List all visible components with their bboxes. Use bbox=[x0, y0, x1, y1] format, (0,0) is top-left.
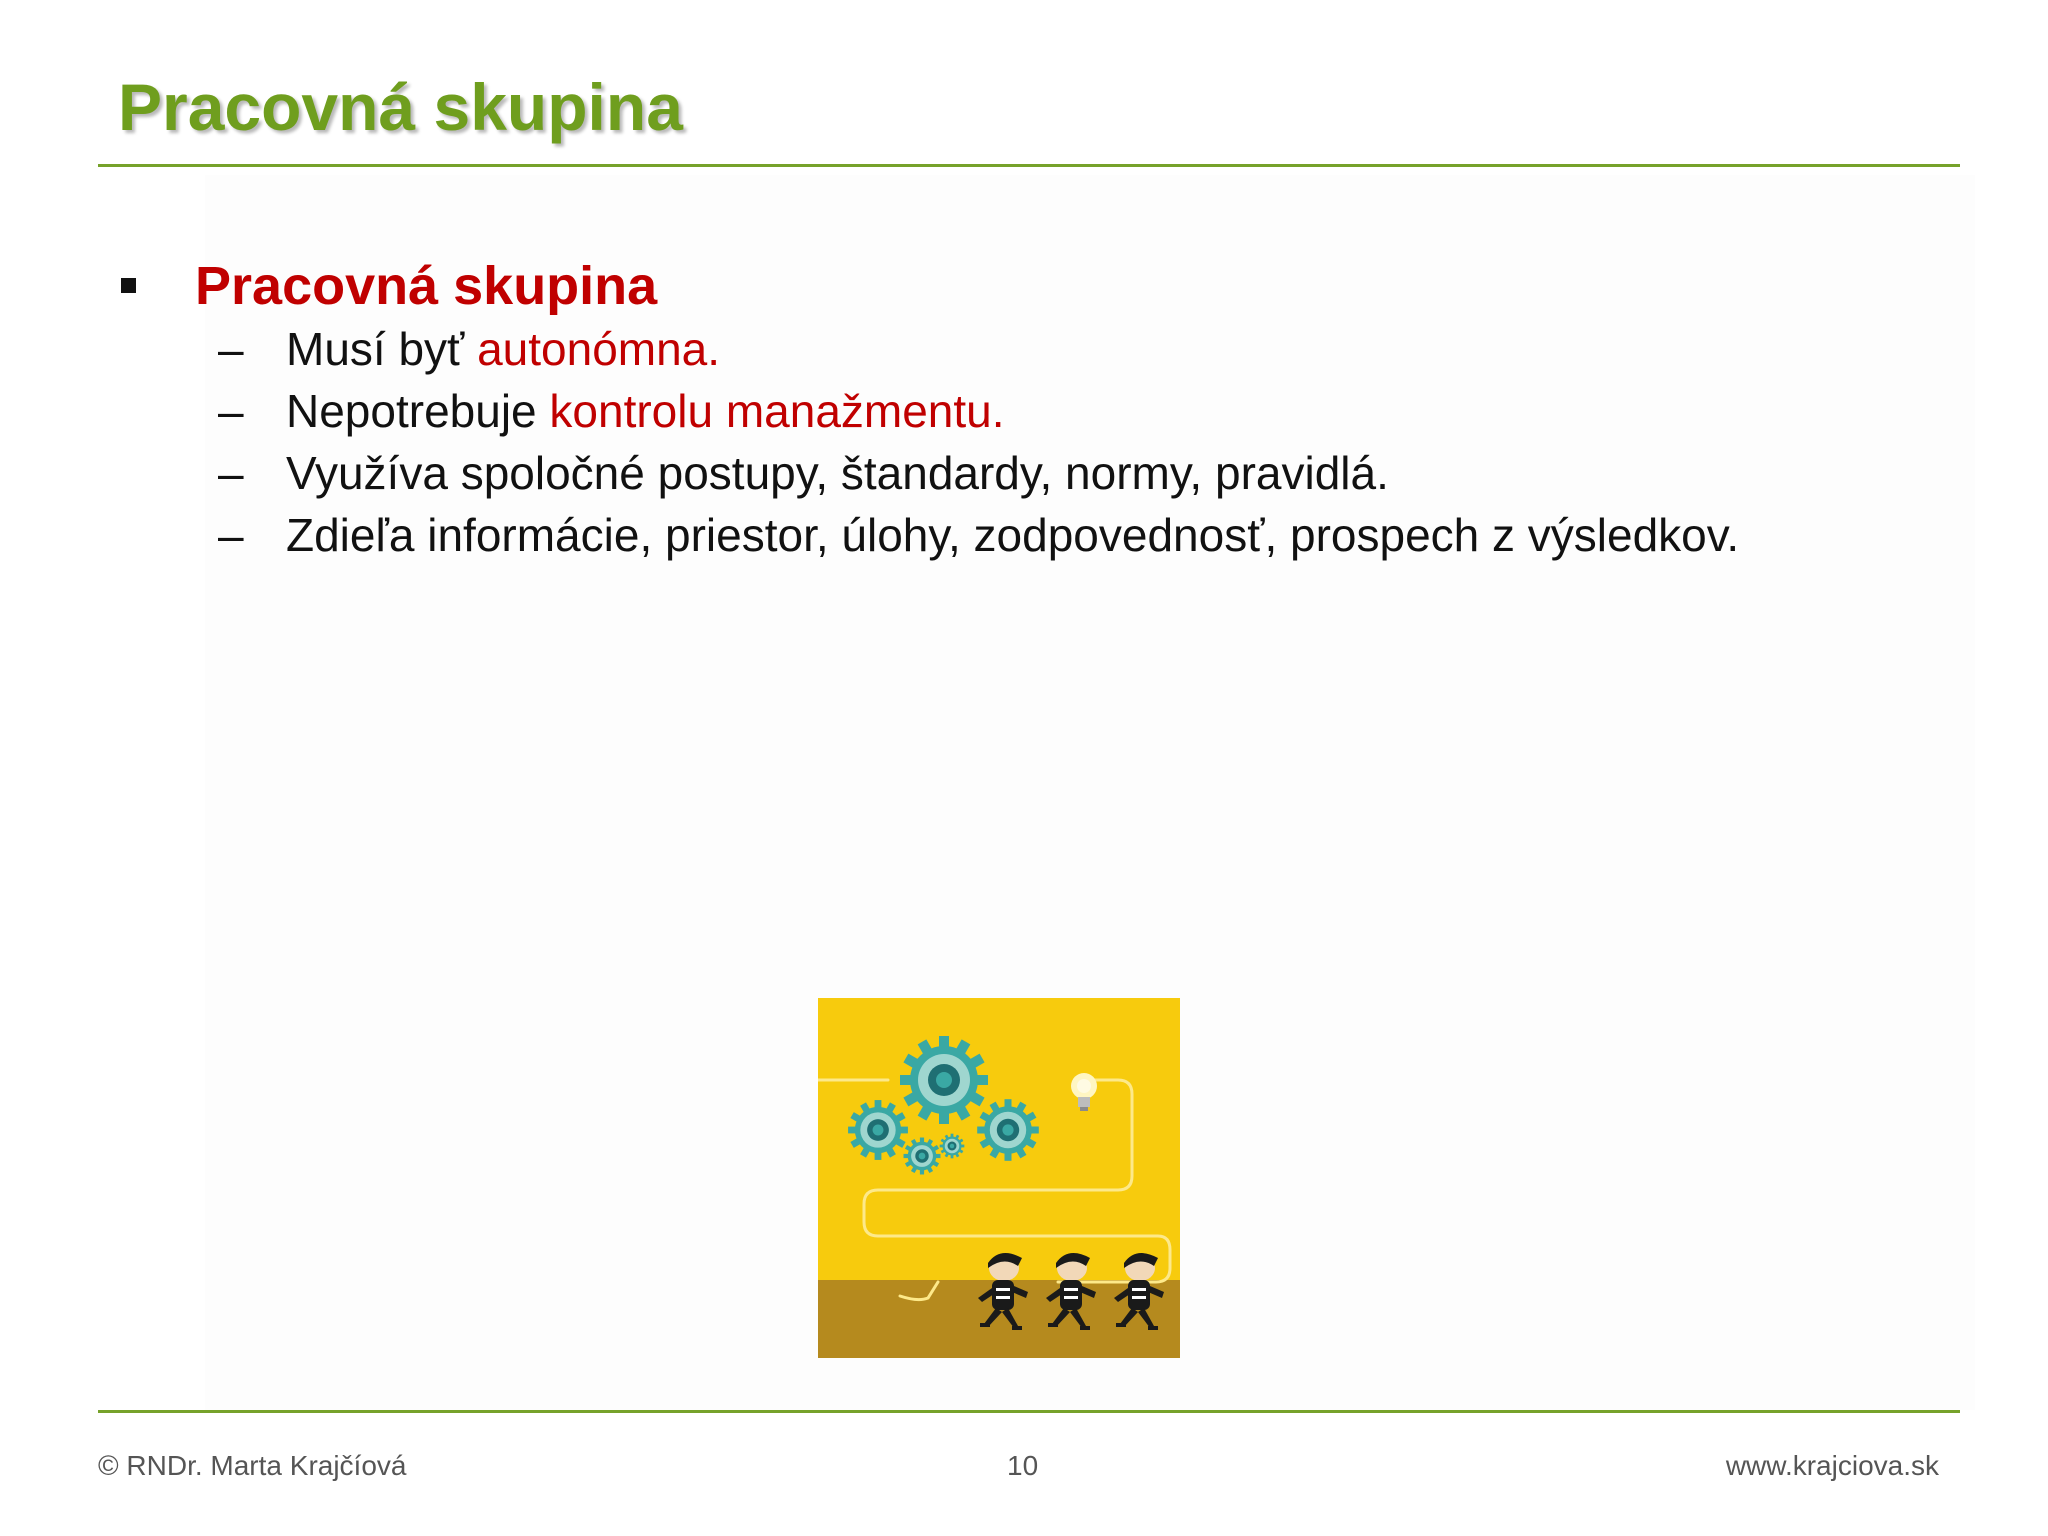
teamwork-gears-illustration bbox=[818, 998, 1180, 1358]
text-segment: Zdieľa informácie, priestor, úlohy, zodpovednosť, prospech z výsledkov. bbox=[286, 509, 1740, 561]
main-bullet bbox=[121, 248, 658, 323]
page-number: 10 bbox=[1007, 1450, 1039, 1481]
footer-website: www.krajciova.sk bbox=[1725, 1450, 1939, 1481]
sub-bullet-item bbox=[218, 504, 1739, 566]
dash-bullet: – bbox=[218, 323, 244, 375]
title-divider bbox=[98, 164, 1960, 167]
square-bullet-icon bbox=[121, 278, 136, 293]
sub-bullet-item bbox=[218, 318, 1739, 380]
footer-author: © RNDr. Marta Krajčíová bbox=[98, 1450, 407, 1481]
text-segment: Využíva spoločné postupy, štandardy, normy, pravidlá. bbox=[286, 447, 1389, 499]
dash-bullet: – bbox=[218, 509, 244, 561]
footer-divider bbox=[98, 1410, 1960, 1413]
sub-bullet-text bbox=[286, 384, 1005, 438]
highlighted-text: kontrolu manažmentu. bbox=[549, 385, 1005, 437]
sub-bullet-text bbox=[286, 446, 1389, 500]
dash-bullet: – bbox=[218, 385, 244, 437]
highlighted-text: autonómna. bbox=[477, 323, 721, 375]
sub-bullet-text bbox=[286, 508, 1739, 562]
dash-bullet: – bbox=[218, 447, 244, 499]
sub-bullet-item bbox=[218, 380, 1739, 442]
text-segment: Musí byť bbox=[286, 323, 478, 375]
main-bullet-text: Pracovná skupina bbox=[195, 255, 658, 316]
slide-title: Pracovná skupina bbox=[118, 70, 683, 144]
sub-bullet-item bbox=[218, 442, 1739, 504]
sub-bullet-text bbox=[286, 322, 720, 376]
text-segment: Nepotrebuje bbox=[286, 385, 550, 437]
sub-bullet-list bbox=[218, 318, 1739, 566]
